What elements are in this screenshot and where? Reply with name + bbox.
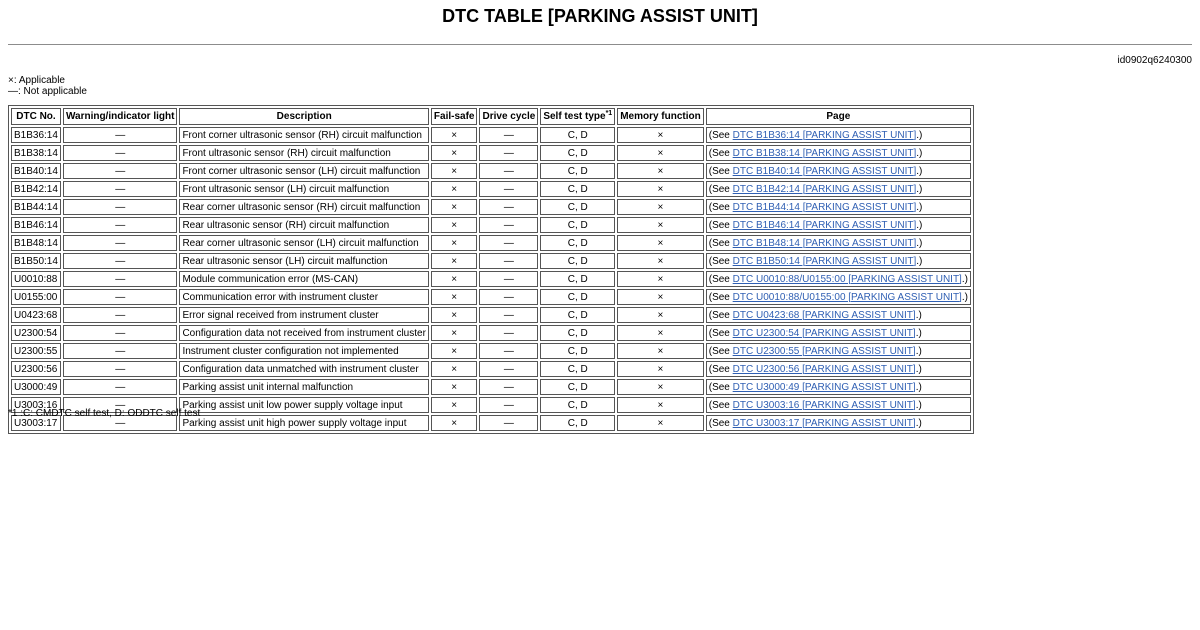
dtc-page-link[interactable]: DTC U0423:68 [PARKING ASSIST UNIT] bbox=[732, 309, 916, 321]
cell-description: Module communication error (MS-CAN) bbox=[179, 271, 428, 287]
cell-drive-cycle: — bbox=[479, 307, 538, 323]
cell-warning-light: — bbox=[63, 181, 178, 197]
table-row bbox=[11, 325, 971, 341]
table-row bbox=[11, 235, 971, 251]
page-ref-suffix: .) bbox=[916, 183, 923, 195]
self-test-type-label: Self test type bbox=[543, 111, 606, 122]
document-id: id0902q6240300 bbox=[1117, 55, 1192, 66]
cell-dtc-no: B1B46:14 bbox=[11, 217, 61, 233]
cell-drive-cycle: — bbox=[479, 199, 538, 215]
dtc-page-link[interactable]: DTC U0010:88/U0155:00 [PARKING ASSIST UNIT] bbox=[732, 273, 962, 285]
page-ref-suffix: .) bbox=[916, 255, 923, 267]
cell-dtc-no: B1B40:14 bbox=[11, 163, 61, 179]
cell-drive-cycle: — bbox=[479, 145, 538, 161]
cell-self-test-type: C, D bbox=[540, 415, 615, 431]
cell-warning-light: — bbox=[63, 217, 178, 233]
cell-description: Front ultrasonic sensor (RH) circuit malfunction bbox=[179, 145, 428, 161]
cell-memory-function: × bbox=[617, 271, 704, 287]
cell-drive-cycle: — bbox=[479, 163, 538, 179]
cell-drive-cycle: — bbox=[479, 325, 538, 341]
page-ref-prefix: (See bbox=[708, 345, 733, 357]
cell-page bbox=[706, 361, 971, 377]
cell-description: Instrument cluster configuration not implemented bbox=[179, 343, 428, 359]
page-ref-suffix: .) bbox=[916, 237, 923, 249]
cell-description: Front corner ultrasonic sensor (LH) circuit malfunction bbox=[179, 163, 428, 179]
cell-dtc-no: B1B38:14 bbox=[11, 145, 61, 161]
table-row bbox=[11, 343, 971, 359]
cell-memory-function: × bbox=[617, 379, 704, 395]
cell-fail-safe: × bbox=[431, 253, 478, 269]
cell-page bbox=[706, 199, 971, 215]
page-ref-prefix: (See bbox=[708, 381, 733, 393]
cell-dtc-no: U2300:55 bbox=[11, 343, 61, 359]
page-ref-suffix: .) bbox=[961, 273, 968, 285]
cell-self-test-type: C, D bbox=[540, 163, 615, 179]
cell-self-test-type: C, D bbox=[540, 343, 615, 359]
page-ref-prefix: (See bbox=[708, 165, 733, 177]
cell-warning-light: — bbox=[63, 397, 178, 413]
cell-dtc-no: U3000:49 bbox=[11, 379, 61, 395]
dtc-page-link[interactable]: DTC B1B44:14 [PARKING ASSIST UNIT] bbox=[732, 201, 917, 213]
cell-description: Error signal received from instrument cluster bbox=[179, 307, 428, 323]
cell-dtc-no: U3003:16 bbox=[11, 397, 61, 413]
table-row bbox=[11, 253, 971, 269]
page-ref-suffix: .) bbox=[915, 381, 922, 393]
dtc-page-link[interactable]: DTC U2300:56 [PARKING ASSIST UNIT] bbox=[732, 363, 916, 375]
cell-dtc-no: B1B50:14 bbox=[11, 253, 61, 269]
cell-self-test-type: C, D bbox=[540, 127, 615, 143]
cell-description: Parking assist unit high power supply voltage input bbox=[179, 415, 428, 431]
cell-description: Rear corner ultrasonic sensor (LH) circuit malfunction bbox=[179, 235, 428, 251]
cell-fail-safe: × bbox=[431, 415, 478, 431]
cell-dtc-no: U0423:68 bbox=[11, 307, 61, 323]
cell-drive-cycle: — bbox=[479, 397, 538, 413]
dtc-page-link[interactable]: DTC B1B50:14 [PARKING ASSIST UNIT] bbox=[732, 255, 917, 267]
cell-drive-cycle: — bbox=[479, 271, 538, 287]
col-fail-safe: Fail-safe bbox=[431, 108, 478, 125]
page-ref-prefix: (See bbox=[708, 183, 733, 195]
cell-fail-safe: × bbox=[431, 181, 478, 197]
cell-dtc-no: U2300:54 bbox=[11, 325, 61, 341]
table-row bbox=[11, 217, 971, 233]
page-ref-prefix: (See bbox=[708, 255, 733, 267]
table-row bbox=[11, 307, 971, 323]
col-page: Page bbox=[706, 108, 971, 125]
cell-warning-light: — bbox=[63, 325, 178, 341]
cell-warning-light: — bbox=[63, 343, 178, 359]
cell-memory-function: × bbox=[617, 415, 704, 431]
page-ref-prefix: (See bbox=[708, 273, 733, 285]
cell-drive-cycle: — bbox=[479, 235, 538, 251]
dtc-page-link[interactable]: DTC U2300:55 [PARKING ASSIST UNIT] bbox=[732, 345, 916, 357]
cell-page bbox=[706, 325, 971, 341]
cell-dtc-no: B1B42:14 bbox=[11, 181, 61, 197]
page-ref-prefix: (See bbox=[708, 309, 733, 321]
col-warning-light: Warning/indicator light bbox=[63, 108, 178, 125]
cell-page bbox=[706, 379, 971, 395]
cell-memory-function: × bbox=[617, 217, 704, 233]
dtc-page-link[interactable]: DTC U3003:16 [PARKING ASSIST UNIT] bbox=[732, 399, 916, 411]
self-test-footnote-marker: *1 bbox=[605, 110, 613, 117]
cell-page bbox=[706, 415, 971, 431]
cell-description: Configuration data unmatched with instrument cluster bbox=[179, 361, 428, 377]
table-row bbox=[11, 379, 971, 395]
legend bbox=[8, 75, 87, 97]
cell-memory-function: × bbox=[617, 307, 704, 323]
cell-self-test-type: C, D bbox=[540, 181, 615, 197]
cell-self-test-type: C, D bbox=[540, 289, 615, 305]
col-memory-function: Memory function bbox=[617, 108, 704, 125]
cell-memory-function: × bbox=[617, 145, 704, 161]
cell-fail-safe: × bbox=[431, 397, 478, 413]
page-ref-suffix: .) bbox=[916, 219, 923, 231]
cell-description: Rear ultrasonic sensor (LH) circuit malfunction bbox=[179, 253, 428, 269]
cell-warning-light: — bbox=[63, 235, 178, 251]
cell-self-test-type: C, D bbox=[540, 325, 615, 341]
cell-drive-cycle: — bbox=[479, 127, 538, 143]
cell-self-test-type: C, D bbox=[540, 379, 615, 395]
cell-fail-safe: × bbox=[431, 325, 478, 341]
cell-memory-function: × bbox=[617, 361, 704, 377]
cell-self-test-type: C, D bbox=[540, 145, 615, 161]
cell-dtc-no: U0010:88 bbox=[11, 271, 61, 287]
cell-fail-safe: × bbox=[431, 199, 478, 215]
table-row bbox=[11, 199, 971, 215]
cell-fail-safe: × bbox=[431, 289, 478, 305]
cell-description: Front corner ultrasonic sensor (RH) circuit malfunction bbox=[179, 127, 428, 143]
cell-warning-light: — bbox=[63, 415, 178, 431]
cell-description: Communication error with instrument cluster bbox=[179, 289, 428, 305]
dtc-page-link[interactable]: DTC B1B40:14 [PARKING ASSIST UNIT] bbox=[732, 165, 917, 177]
page-ref-prefix: (See bbox=[708, 201, 733, 213]
cell-warning-light: — bbox=[63, 163, 178, 179]
page-ref-suffix: .) bbox=[916, 201, 923, 213]
dtc-table bbox=[8, 105, 974, 434]
cell-description: Rear ultrasonic sensor (RH) circuit malfunction bbox=[179, 217, 428, 233]
cell-dtc-no: B1B48:14 bbox=[11, 235, 61, 251]
cell-warning-light: — bbox=[63, 127, 178, 143]
title-divider bbox=[8, 44, 1192, 45]
cell-warning-light: — bbox=[63, 253, 178, 269]
cell-description: Parking assist unit internal malfunction bbox=[179, 379, 428, 395]
cell-memory-function: × bbox=[617, 127, 704, 143]
page-ref-suffix: .) bbox=[915, 309, 922, 321]
cell-memory-function: × bbox=[617, 253, 704, 269]
page-ref-suffix: .) bbox=[915, 399, 922, 411]
cell-dtc-no: U3003:17 bbox=[11, 415, 61, 431]
legend-not-applicable: —: Not applicable bbox=[8, 86, 87, 97]
cell-drive-cycle: — bbox=[479, 343, 538, 359]
page-ref-prefix: (See bbox=[708, 291, 733, 303]
dtc-page-link[interactable]: DTC U2300:54 [PARKING ASSIST UNIT] bbox=[732, 327, 916, 339]
dtc-page-link[interactable]: DTC B1B38:14 [PARKING ASSIST UNIT] bbox=[732, 147, 917, 159]
cell-description: Parking assist unit low power supply voltage input bbox=[179, 397, 428, 413]
cell-drive-cycle: — bbox=[479, 181, 538, 197]
page-ref-prefix: (See bbox=[708, 237, 733, 249]
dtc-table-container bbox=[8, 105, 974, 434]
page-ref-suffix: .) bbox=[915, 363, 922, 375]
table-row bbox=[11, 127, 971, 143]
page-title: DTC TABLE [PARKING ASSIST UNIT] bbox=[442, 6, 758, 26]
cell-page bbox=[706, 343, 971, 359]
cell-drive-cycle: — bbox=[479, 379, 538, 395]
cell-drive-cycle: — bbox=[479, 289, 538, 305]
table-body bbox=[11, 127, 971, 431]
cell-page bbox=[706, 307, 971, 323]
cell-warning-light: — bbox=[63, 361, 178, 377]
table-row bbox=[11, 289, 971, 305]
cell-memory-function: × bbox=[617, 343, 704, 359]
table-row bbox=[11, 271, 971, 287]
cell-fail-safe: × bbox=[431, 271, 478, 287]
cell-drive-cycle: — bbox=[479, 253, 538, 269]
dtc-page-link[interactable]: DTC B1B42:14 [PARKING ASSIST UNIT] bbox=[732, 183, 917, 195]
dtc-page-link[interactable]: DTC B1B36:14 [PARKING ASSIST UNIT] bbox=[732, 129, 917, 141]
cell-fail-safe: × bbox=[431, 145, 478, 161]
cell-page bbox=[706, 217, 971, 233]
cell-warning-light: — bbox=[63, 289, 178, 305]
page-ref-prefix: (See bbox=[708, 417, 733, 429]
cell-warning-light: — bbox=[63, 307, 178, 323]
cell-fail-safe: × bbox=[431, 307, 478, 323]
cell-warning-light: — bbox=[63, 145, 178, 161]
cell-self-test-type: C, D bbox=[540, 253, 615, 269]
cell-self-test-type: C, D bbox=[540, 307, 615, 323]
page-ref-prefix: (See bbox=[708, 147, 733, 159]
cell-page bbox=[706, 253, 971, 269]
cell-fail-safe: × bbox=[431, 343, 478, 359]
cell-fail-safe: × bbox=[431, 127, 478, 143]
cell-dtc-no: B1B36:14 bbox=[11, 127, 61, 143]
cell-self-test-type: C, D bbox=[540, 361, 615, 377]
cell-drive-cycle: — bbox=[479, 217, 538, 233]
cell-warning-light: — bbox=[63, 379, 178, 395]
table-row bbox=[11, 181, 971, 197]
page-ref-prefix: (See bbox=[708, 363, 733, 375]
cell-description: Rear corner ultrasonic sensor (RH) circuit malfunction bbox=[179, 199, 428, 215]
page-ref-prefix: (See bbox=[708, 327, 733, 339]
cell-self-test-type: C, D bbox=[540, 217, 615, 233]
cell-memory-function: × bbox=[617, 235, 704, 251]
cell-page bbox=[706, 397, 971, 413]
cell-page bbox=[706, 163, 971, 179]
cell-fail-safe: × bbox=[431, 217, 478, 233]
cell-fail-safe: × bbox=[431, 379, 478, 395]
cell-dtc-no: U0155:00 bbox=[11, 289, 61, 305]
dtc-page-link[interactable]: DTC B1B46:14 [PARKING ASSIST UNIT] bbox=[732, 219, 917, 231]
page-ref-suffix: .) bbox=[915, 417, 922, 429]
cell-warning-light: — bbox=[63, 271, 178, 287]
footnote: *1 :C: CMDTC self test, D: ODDTC self test bbox=[8, 408, 201, 419]
page-ref-suffix: .) bbox=[915, 327, 922, 339]
cell-memory-function: × bbox=[617, 397, 704, 413]
dtc-page-link[interactable]: DTC U3000:49 [PARKING ASSIST UNIT] bbox=[732, 381, 916, 393]
page-ref-prefix: (See bbox=[708, 399, 733, 411]
cell-dtc-no: U2300:56 bbox=[11, 361, 61, 377]
page-ref-suffix: .) bbox=[915, 345, 922, 357]
cell-dtc-no: B1B44:14 bbox=[11, 199, 61, 215]
col-drive-cycle: Drive cycle bbox=[479, 108, 538, 125]
cell-description: Configuration data not received from instrument cluster bbox=[179, 325, 428, 341]
cell-warning-light: — bbox=[63, 199, 178, 215]
table-row bbox=[11, 361, 971, 377]
table-header-row bbox=[11, 108, 971, 125]
cell-page bbox=[706, 145, 971, 161]
col-description: Description bbox=[179, 108, 428, 125]
cell-memory-function: × bbox=[617, 199, 704, 215]
page-ref-suffix: .) bbox=[916, 147, 923, 159]
cell-self-test-type: C, D bbox=[540, 235, 615, 251]
cell-memory-function: × bbox=[617, 163, 704, 179]
cell-fail-safe: × bbox=[431, 361, 478, 377]
cell-description: Front ultrasonic sensor (LH) circuit malfunction bbox=[179, 181, 428, 197]
cell-fail-safe: × bbox=[431, 235, 478, 251]
cell-page bbox=[706, 127, 971, 143]
cell-memory-function: × bbox=[617, 289, 704, 305]
dtc-page-link[interactable]: DTC B1B48:14 [PARKING ASSIST UNIT] bbox=[732, 237, 917, 249]
table-row bbox=[11, 163, 971, 179]
cell-fail-safe: × bbox=[431, 163, 478, 179]
page-ref-prefix: (See bbox=[708, 129, 733, 141]
cell-memory-function: × bbox=[617, 181, 704, 197]
cell-self-test-type: C, D bbox=[540, 271, 615, 287]
page-ref-prefix: (See bbox=[708, 219, 733, 231]
dtc-page-link[interactable]: DTC U3003:17 [PARKING ASSIST UNIT] bbox=[732, 417, 916, 429]
cell-self-test-type: C, D bbox=[540, 397, 615, 413]
page-ref-suffix: .) bbox=[916, 129, 923, 141]
cell-self-test-type: C, D bbox=[540, 199, 615, 215]
dtc-page-link[interactable]: DTC U0010:88/U0155:00 [PARKING ASSIST UNIT] bbox=[732, 291, 962, 303]
page-ref-suffix: .) bbox=[916, 165, 923, 177]
legend-applicable: ×: Applicable bbox=[8, 75, 65, 86]
col-self-test-type bbox=[540, 108, 615, 125]
cell-page bbox=[706, 271, 971, 287]
cell-page bbox=[706, 181, 971, 197]
cell-page bbox=[706, 289, 971, 305]
page-ref-suffix: .) bbox=[961, 291, 968, 303]
cell-memory-function: × bbox=[617, 325, 704, 341]
cell-drive-cycle: — bbox=[479, 415, 538, 431]
table-row bbox=[11, 145, 971, 161]
col-dtc-no: DTC No. bbox=[11, 108, 61, 125]
cell-drive-cycle: — bbox=[479, 361, 538, 377]
cell-page bbox=[706, 235, 971, 251]
